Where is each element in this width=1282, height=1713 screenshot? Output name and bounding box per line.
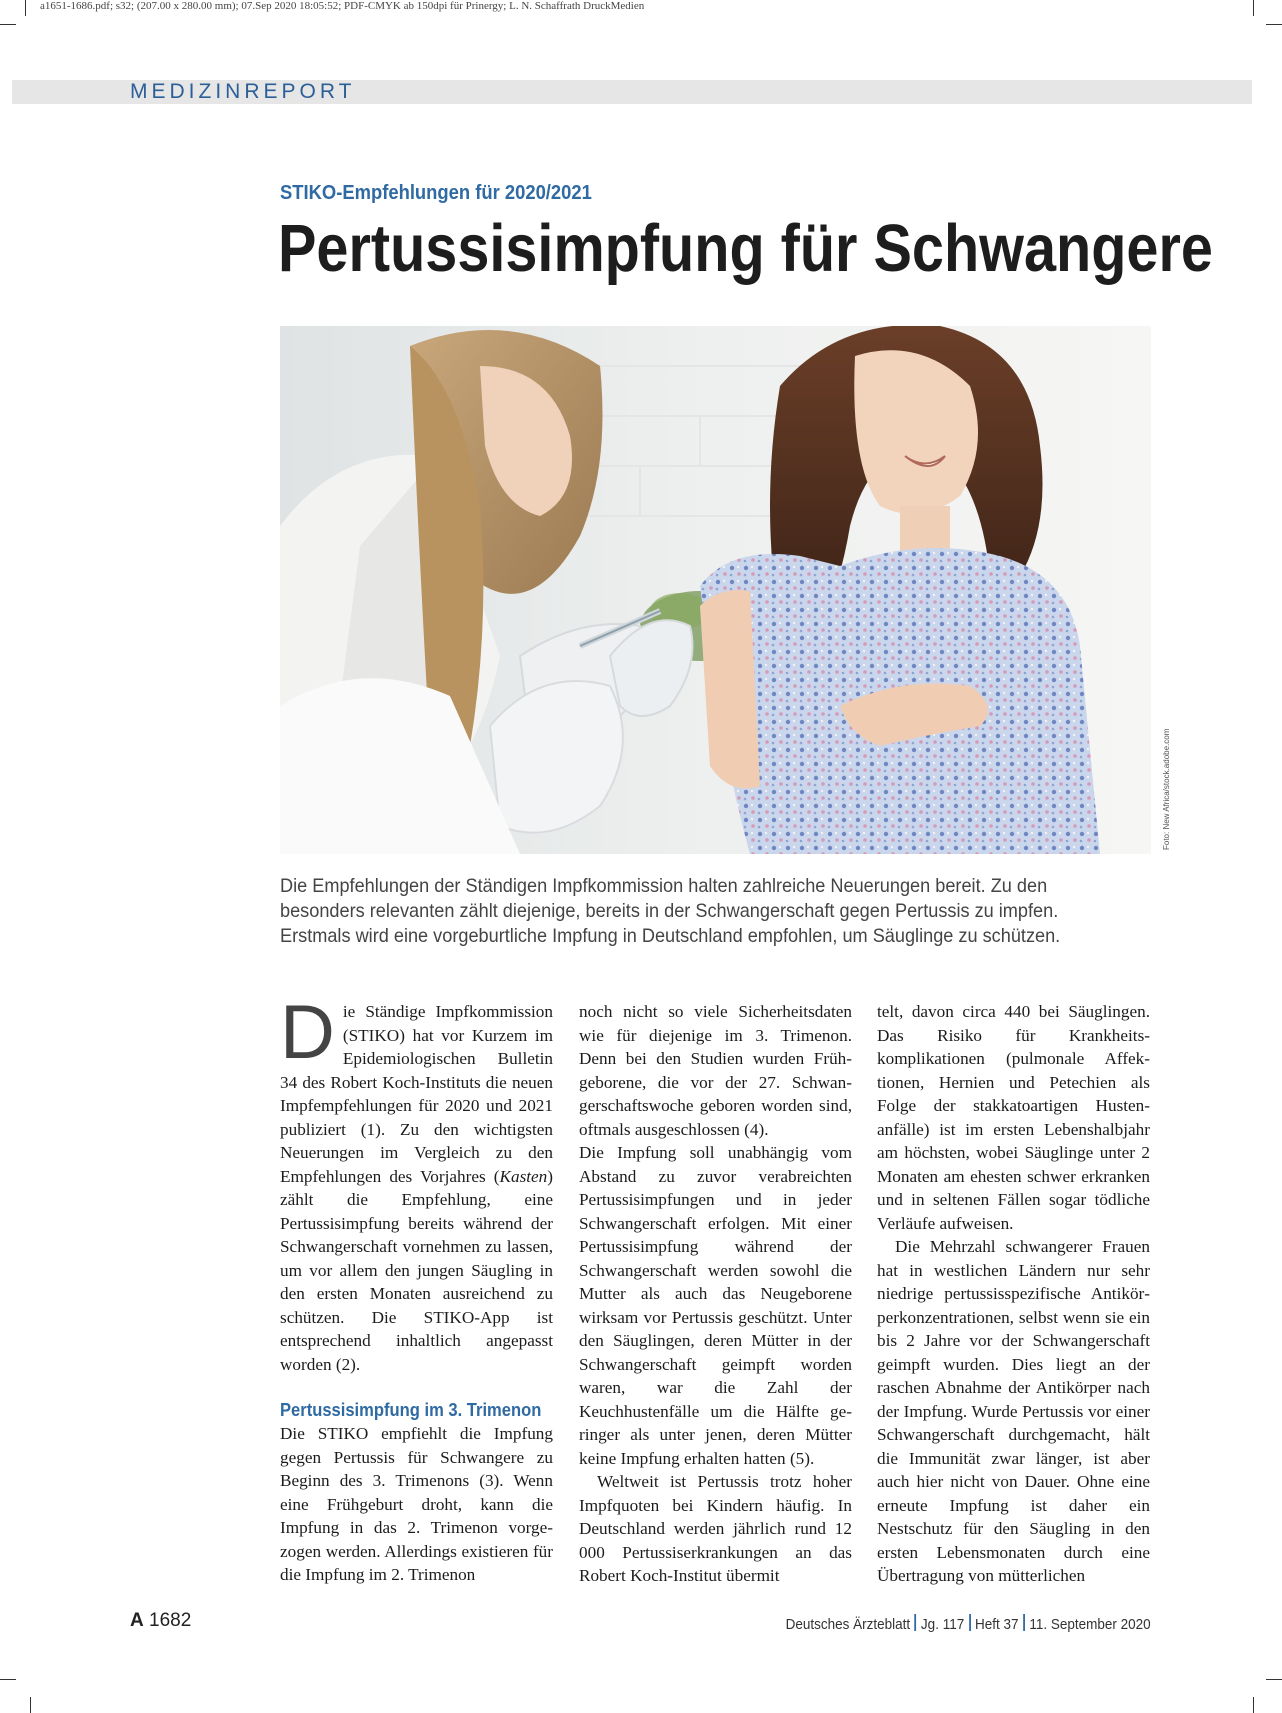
print-info-line: a1651-1686.pdf; s32; (207.00 x 280.00 mm); 07.Sep 2020 18:05:52; PDF-CMYK ab 150dpi für Prinergy; L. N. Schaffrath DruckMedien [40, 0, 645, 12]
crop-mark [1266, 24, 1282, 25]
section-label: MEDIZINREPORT [130, 80, 356, 103]
page-number [130, 1610, 191, 1632]
journal-date: 11. September 2020 [1029, 1616, 1151, 1633]
body-paragraph: Die STIKO empfiehlt die Impfung gegen Pertussis für Schwangere zu Beginn des 3. Trimenons (3). Wenn eine Frühgeburt droht, kann die Impfung in das 2. Trimenon vorgezogen werden. Allerdings existieren für die Impfung im 2. Trimenon [280, 1424, 553, 1584]
footer-separator [969, 1614, 971, 1631]
kasten-reference: Kasten [499, 1166, 548, 1186]
body-text: ) zählt die Empfehlung, eine Pertussisimpfung bereits während der Schwangerschaft vornehmen zu lassen, um vor allem den jungen Säugling in den ersten Monaten ausreichend zu schützen. Die STIKO-App ist entsprechend inhaltlich angepasst worden (2). [280, 1166, 553, 1374]
crop-mark [1253, 1697, 1254, 1713]
page-number-value: 1682 [149, 1610, 192, 1631]
body-paragraph: Weltweit ist Pertussis trotz hoher Impfquoten bei Kindern häufig. In Deutschland werden jährlich rund 12 000 Pertussiserkrankungen an das Robert Koch-Institut übermit [579, 1472, 852, 1585]
lead-line: besonders relevanten zählt diejenige, bereits in der Schwangerschaft gegen Pertussis zu impfen. [280, 900, 1059, 922]
body-paragraph: Die Impfung soll unabhängig vom Abstand zu zuvor verabreichten Pertussisimpfungen und in jeder Schwangerschaft erfolgen. Mit einer Pertussisimpfung während der Schwangerschaft werden sowohl die Mutter als auch das Neugeborene wirksam vor Pertussis geschützt. Unter den Säuglingen, deren Mütter in der Schwangerschaft geimpft worden waren, war die Zahl der Keuchhustenfälle um die Hälfte geringer als unter jenen, deren Mütter keine Impfung erhalten hatten (5). [579, 1143, 852, 1468]
body-paragraph: Die Mehrzahl schwangerer Frauen hat in westlichen Ländern nur sehr niedrige pertussisspezifische Antikörperkonzentrationen, selbst wenn sie ein bis 2 Jahre vor der Schwangerschaft geimpft wurden. Dies liegt an der raschen Abnahme der Antikörper nach der Impfung. Wurde Pertussis vor einer Schwangerschaft durchgemacht, hält die Immunität zwar länger, ist aber auch hier nicht von Dauer. Ohne eine erneute Impfung ist daher ein Nestschutz für den Säugling in den ersten Lebensmonaten durch eine Übertragung von mütterlichen [877, 1237, 1150, 1585]
crop-mark [1266, 1679, 1282, 1680]
crop-mark [0, 1679, 16, 1680]
journal-name: Deutsches Ärzteblatt [785, 1616, 911, 1633]
lead-line: Die Empfehlungen der Ständigen Impfkommission halten zahlreiche Neuerungen bereit. Zu den [280, 875, 1048, 897]
journal-footer [786, 1614, 1151, 1633]
text-column-3 [877, 1000, 1150, 1588]
crop-mark [0, 24, 16, 25]
crop-mark [30, 1697, 31, 1713]
photo-credit: Foto: New Africa/stock.adobe.com [1162, 728, 1171, 850]
section-subhead: Pertussisimpfung im 3. Trimenon [280, 1400, 542, 1420]
article-kicker: STIKO-Empfehlungen für 2020/2021 [280, 182, 592, 204]
page-letter: A [130, 1610, 144, 1631]
footer-separator [1023, 1614, 1025, 1631]
body-paragraph: telt, davon circa 440 bei Säuglingen. Das Risiko für Krankheitskomplikationen (pulmonale Affektionen, Hernien und Petechien als Folge der stakkatoartigen Hustenanfälle) ist im ersten Lebenshalbjahr am höchsten, wobei Säuglinge unter 2 Monaten am ehesten schwer erkranken und in seltenen Fällen sogar tödliche Verläufe aufweisen. [877, 1002, 1150, 1233]
article-lead [280, 874, 1160, 949]
body-paragraph [280, 990, 553, 1376]
journal-issue: Heft 37 [975, 1616, 1019, 1633]
lead-line: Erstmals wird eine vorgeburtliche Impfung in Deutschland empfohlen, um Säuglinge zu schützen. [280, 925, 1061, 947]
article-title: Pertussisimpfung für Schwangere [278, 211, 1213, 286]
drop-cap: D [280, 990, 335, 1075]
text-column-1 [280, 990, 553, 1587]
footer-separator [915, 1614, 917, 1631]
article-photo [280, 326, 1151, 854]
body-text: ie Ständige Impfkommission (STIKO) hat vor Kurzem im Epidemiologischen Bulletin 34 des Robert Koch-Instituts die neuen Impfempfehlungen für 2020 und 2021 publiziert (1). Zu den wichtigsten Neuerungen im Vergleich zu den Empfehlungen des Vorjahres ( [280, 1002, 553, 1186]
body-paragraph: noch nicht so viele Sicherheitsdaten wie für diejenige im 3. Trimenon. Denn bei den Studien wurden Frühgeborene, die vor der 27. Schwangerschaftswoche geboren worden sind, oftmals ausgeschlossen (4). [579, 1002, 852, 1139]
text-column-2 [579, 1000, 852, 1588]
crop-mark [1253, 0, 1254, 16]
crop-mark [25, 0, 26, 16]
journal-volume: Jg. 117 [921, 1616, 965, 1633]
